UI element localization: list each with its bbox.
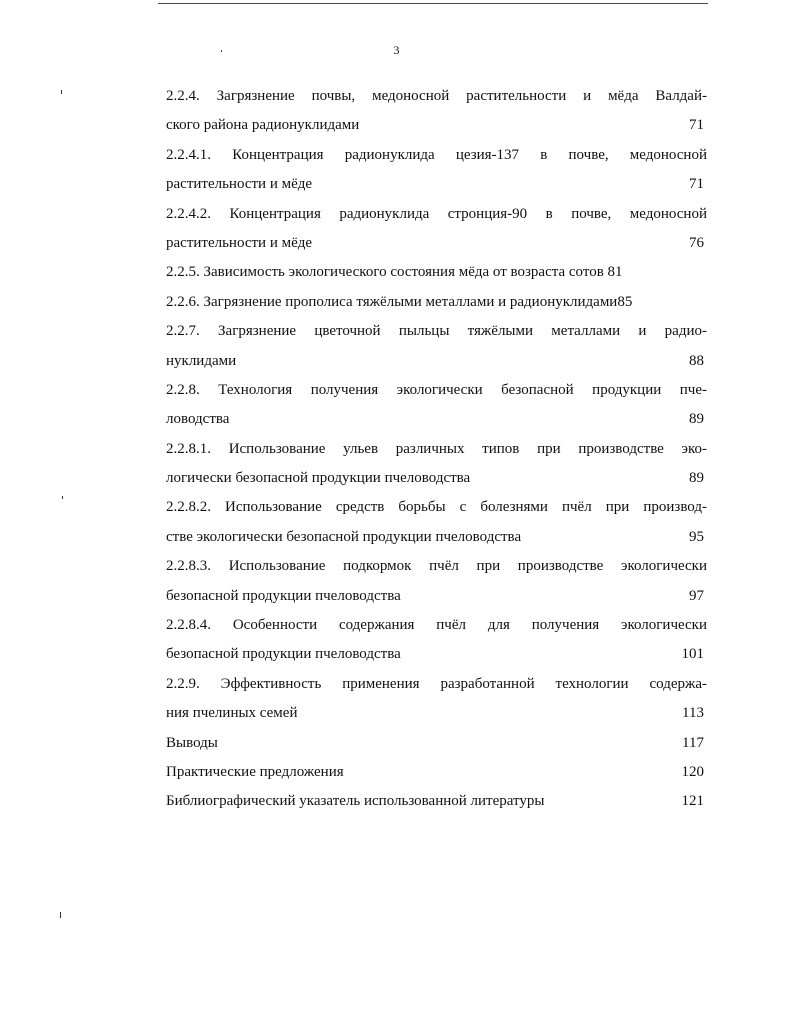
toc-entry-text: ния пчелиных семей (166, 705, 298, 722)
toc-entry-last-line (166, 729, 707, 758)
toc-entry-text: безопасной продукции пчеловодства (166, 587, 401, 604)
toc-entry-last-line (166, 464, 707, 493)
toc-entry-text: Библиографический указатель использованной литературы (166, 793, 545, 810)
toc-page-number: 71 (689, 117, 704, 134)
toc-page-number: 101 (681, 646, 704, 663)
toc-entry-last-line (166, 640, 707, 669)
toc-entry-2-2-8-4 (166, 611, 707, 670)
toc-page-number: 117 (682, 734, 704, 751)
toc-entry-text: 2.2.4.1. Концентрация радионуклида цезия-137 в почве, медоносной (166, 146, 707, 163)
toc-page-number: 76 (689, 234, 704, 251)
toc-page-number: 120 (681, 763, 704, 780)
toc-entry-2-2-6 (166, 288, 707, 317)
toc-entry-2-2-4 (166, 82, 707, 141)
toc-entry-text: 2.2.8.1. Использование ульев различных типов при производстве эко- (166, 440, 707, 457)
toc-entry-2-2-7 (166, 317, 707, 376)
toc-page-number: 88 (689, 352, 704, 369)
toc-page-number: 89 (689, 470, 704, 487)
toc-entry-text: безопасной продукции пчеловодства (166, 646, 401, 663)
scan-mark (221, 50, 222, 52)
toc-entry-last-line (166, 787, 707, 816)
toc-entry-2-2-8-1 (166, 435, 707, 494)
table-of-contents (166, 82, 707, 817)
toc-entry-text: 2.2.4. Загрязнение почвы, медоносной растительности и мёда Валдай- (166, 88, 707, 104)
toc-entry-2-2-8-2 (166, 493, 707, 552)
toc-entry-text: ловодства (166, 411, 230, 428)
toc-entry-2-2-8 (166, 376, 707, 435)
toc-entry-text: стве экологически безопасной продукции пчеловодства (166, 528, 522, 545)
toc-entry-text: Практические предложения (166, 763, 344, 780)
toc-entry-last-line (166, 111, 707, 140)
toc-entry-text: 2.2.5. Зависимость экологического состояния мёда от возраста сотов 81 (166, 264, 623, 281)
toc-entry-conclusions (166, 729, 707, 758)
toc-page-number: 71 (689, 176, 704, 193)
toc-entry-text: растительности и мёде (166, 234, 313, 251)
toc-page-number: 95 (689, 528, 704, 545)
toc-entry-2-2-8-3 (166, 552, 707, 611)
toc-entry-text: растительности и мёде (166, 176, 313, 193)
toc-entry-text: 2.2.8. Технология получения экологически безопасной продукции пче- (166, 381, 707, 398)
toc-entry-text: нуклидами (166, 352, 237, 369)
toc-page-number: 121 (681, 793, 704, 810)
toc-entry-last-line (166, 699, 707, 728)
toc-entry-text: 2.2.4.2. Концентрация радионуклида стронция-90 в почве, медоносной (166, 205, 707, 222)
toc-entry-text: логически безопасной продукции пчеловодства (166, 470, 471, 487)
toc-entry-text: 2.2.8.3. Использование подкормок пчёл при производстве экологически (166, 558, 707, 575)
toc-entry-text: Выводы (166, 734, 218, 751)
top-rule (158, 3, 708, 4)
toc-entry-text: 2.2.9. Эффективность применения разработанной технологии содержа- (166, 675, 707, 692)
toc-entry-2-2-9 (166, 670, 707, 729)
toc-entry-text: 2.2.8.2. Использование средств борьбы с болезнями пчёл при производ- (166, 499, 707, 516)
toc-page-number: 89 (689, 411, 704, 428)
toc-page-number: 97 (689, 587, 704, 604)
toc-entry-last-line (166, 582, 707, 611)
scan-mark (61, 90, 62, 94)
toc-entry-bibliography (166, 787, 707, 816)
scan-mark (62, 496, 63, 499)
toc-entry-text: 2.2.6. Загрязнение прополиса тяжёлыми металлами и радионуклидами85 (166, 293, 633, 310)
page-number: 3 (393, 43, 400, 57)
toc-entry-text: ского района радионуклидами (166, 117, 360, 134)
toc-page-number: 113 (682, 705, 704, 722)
toc-entry-last-line (166, 405, 707, 434)
toc-entry-text: 2.2.7. Загрязнение цветочной пыльцы тяжёлыми металлами и радио- (166, 323, 707, 340)
toc-entry-last-line (166, 523, 707, 552)
toc-entry-practical-suggestions (166, 758, 707, 787)
toc-entry-last-line (166, 758, 707, 787)
toc-entry-last-line (166, 170, 707, 199)
toc-entry-last-line (166, 347, 707, 376)
scan-mark (60, 912, 61, 918)
toc-entry-text: 2.2.8.4. Особенности содержания пчёл для получения экологически (166, 617, 707, 634)
toc-entry-last-line (166, 229, 707, 258)
toc-entry-2-2-4-2 (166, 200, 707, 259)
toc-entry-2-2-4-1 (166, 141, 707, 200)
toc-entry-2-2-5 (166, 258, 707, 287)
